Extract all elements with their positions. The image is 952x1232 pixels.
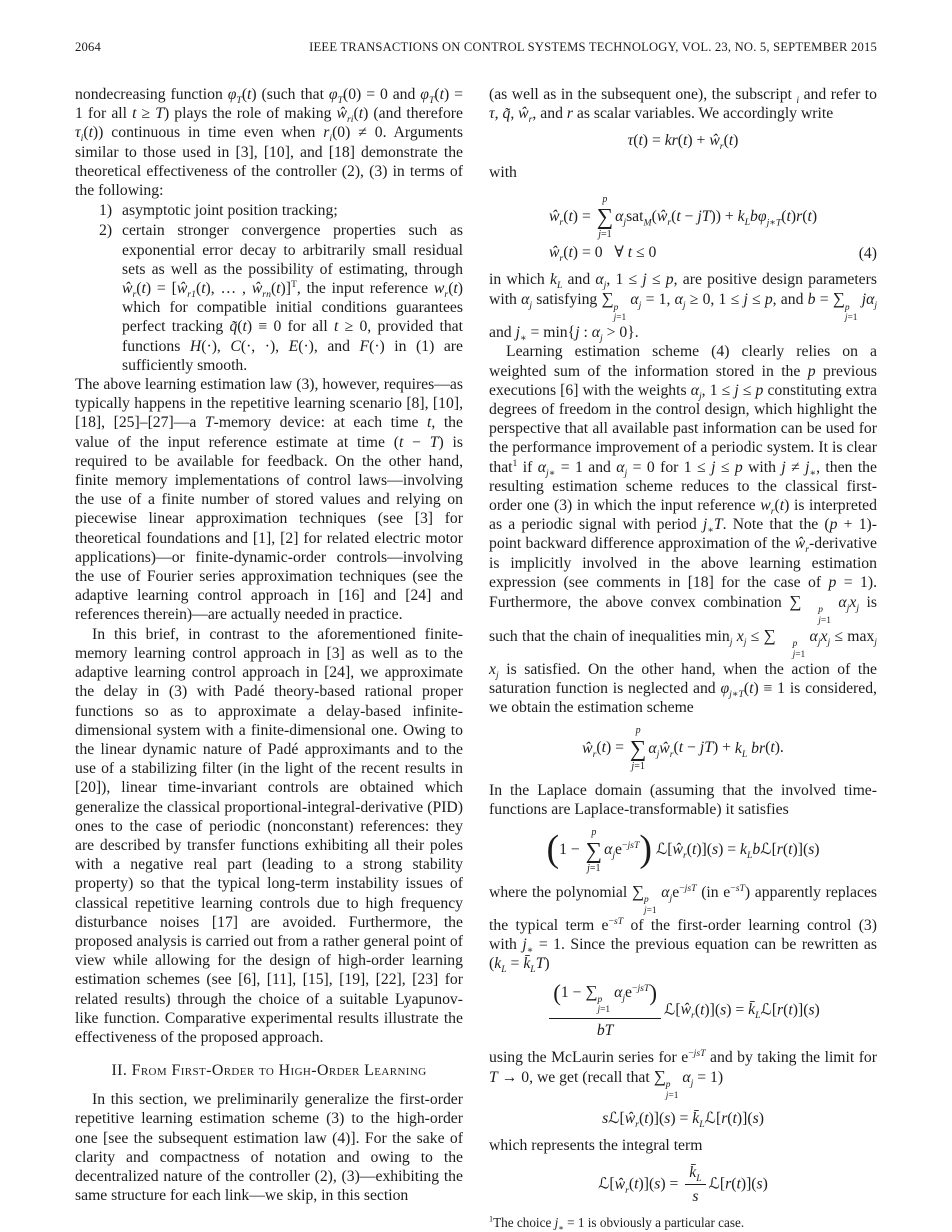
equation-4-line-1: $ŵ_r(t)$ = p ∑ j=1 $\alpha_jsat_M(ŵ_r(t - jT)) + k_Lb\varphi_{j∗T}(t)r(t)$ [548,193,818,241]
numbered-list [75,200,463,375]
section-heading: II. From First-Order to High-Order Learning [111,1062,427,1080]
paragraph-in-this-brief: In this brief, in contrast to the aforementioned finite-memory learning control approach in [3] as well as to the adaptive learning control approach in [24], we approximate the delay in (3) with Padé theory-based rational proper functions so as to approximate a delay-based infinite-dimensional system with a finite-dimensional one. Owing to the linear dynamic nature of Padé approximants and to the use of a stabilizing filter (in the light of the recent results in [20]), linear time-invariant controls are obtained which generalize the classical proportional-integral-derivative (PID) ones to the case of periodic (nonconstant) references: they are described by transfer functions exhibiting all their poles with a negative real part (leading to a strong stability property) so that the typical long-term instability issues of classical repetitive learning controls due to high frequency disturbance noises [17] are avoided. Furthermore, the proposed analysis is carried out from a rather general point of view while allowing for the design of high-order learning estimation schemes (see [6], [11], [15], [19], [22], [23] for related results) through the choice of a suitable Lyapunov-like function. Comparative experimental results illustrate the effectiveness of the proposed approach. [75,625,463,1046]
equation-fraction: (1 − ∑ p j=1 $\alpha_je^{-jsT}$) bT $ℒ[ŵ_r(t)](s)$ = $k̄_Lℒ[r(t)](s)$ [489,982,877,1040]
paragraph-learning-estimation-law: The above learning estimation law (3), however, requires—as typically happens in the repetitive learning scenario [8], [10], [18], [25]–[27]—a T-memory device: at each time t, the value of the input reference estimate at time (t − T) is required to be available for feedback. On the other hand, finite memory implementations of control laws—involving the use of a finite number of stored values and relying on piecewise linear approximation techniques (see [3] for theoretical foundations and [1], [2] for related electric motor applications)—or finite-dynamic-order controls—involving the use of Fourier series approximation techniques (see the adaptive learning control approach in [16] and [24] and references therein)—are actually needed in practice. [75,376,463,624]
equation-4 [489,192,877,264]
equation-4-line-2: $ŵ_r(t) = 0$ ∀ t ≤ 0 [548,243,657,265]
page-number: 2064 [75,40,101,54]
paragraph-subscript-note: (as well as in the subsequent one), the subscript $_i$ and refer to τ, q̃, $ŵ_r$, and r as scalar variables. We accordingly write [489,86,878,126]
two-column-layout [75,85,878,1232]
left-column [75,85,464,1205]
list-item-2 [75,221,463,375]
paragraph-polynomial: where the polynomial ∑ p j=1 $\alpha_je^{-jsT}$ (in $e^{-sT}$) apparently replaces the typical term $e^{-sT}$ of the first-order learning control (3) with $j_∗ = 1$. Since the previous equation can be rewritten as ($k_L$ = $k̄_LT$) [489,882,878,976]
equation-tau: $\tau(t) = kr(t) + ŵ_r(t)$ [627,132,739,153]
equation-4-number: (4) [858,244,877,262]
equation-integral: $ℒ[ŵ_r(t)](s)$ = $\frac{k̄_L}{s}$ ℒ[r(t)](s) [598,1164,768,1206]
list-item-2-text: certain stronger convergence properties such as exponential error decay to arbitrarily small residual sets as well as the possibility of estimating, through $ŵ_r(t)$ = [$ŵ_{r1}(t)$, … , $ŵ_{rn}(t)]^T$, the input reference $w_r(t)$ which for compatible initial conditions guarantees perfect tracking q̃(t) ≡ 0 for all t ≥ 0, provided that functions H(·), C(·, ·), E(·), and F(·) in (1) are sufficiently smooth. [122,222,464,374]
right-column [489,85,878,1232]
paragraph-learning-scheme: Learning estimation scheme (4) clearly relies on a weighted sum of the information stored in the p previous executions [6] with the weights $\alpha_j$, 1 ≤ j ≤ p constituting extra degrees of freedom in the control design, which highlight the perspective that all available past information can be used for the performance improvement of a periodic system. It is clear that$^1$ if $\alpha_{j∗} = 1$ and $\alpha_j = 0$ for 1 ≤ j ≤ p with $j \ne j_∗$, then the resulting estimation scheme reduces to the classical first-order one (3) in which the input reference $w_r(t)$ is interpreted as a periodic signal with period $j_∗T$. Note that the (p + 1)-point backward difference approximation of the $ŵ_r$-derivative is implicitly involved in the above learning estimation expression (see comments in [18] for the case of p = 1). Furthermore, the above convex combination ∑ p j=1 $\alpha_jx_j$ is such that the chain of inequalities $\min_j x_j$ ≤ ∑ p j=1 $\alpha_jx_j \le \max_j x_j$ is satisfied. On the other hand, when the action of the saturation function is neglected and $\varphi_{j∗T}(t) \equiv 1$ is considered, we obtain the estimation scheme [489,343,878,717]
footnote: $^1$The choice $j_∗ = 1$ is obviously a particular case. [489,1214,745,1232]
journal-title: IEEE TRANSACTIONS ON CONTROL SYSTEMS TECHNOLOGY, VOL. 23, NO. 5, SEPTEMBER 2015 [309,40,877,54]
paragraph-integral-term: which represents the integral term [489,1137,703,1155]
equation-4-lines [549,192,817,264]
paragraph-in-this-section: In this section, we preliminarily generalize the first-order repetitive learning estimation scheme (3) to the high-order one [see the subsequent estimation law (4)]. For the sake of clarity and compactness of notation and owing to the decentralized nature of the controller (2), (3)—exhibiting the same structure for each link—we skip, in this section [75,1091,463,1205]
paragraph-laplace-domain: In the Laplace domain (assuming that the involved time-functions are Laplace-transformable) it satisfies [489,781,877,818]
list-marker-2: 2) [99,222,113,240]
with-label: with [489,163,517,181]
page-header [75,40,877,55]
paragraph-design-parameters: in which $k_L$ and $\alpha_j$, 1 ≤ j ≤ p, are positive design parameters with $\alpha_j$ satisfying ∑ p j=1 $\alpha_j = 1$, $\alpha_j \ge 0$, 1 ≤ j ≤ p, and b = ∑ p j=1 $j\alpha_j$ and $j_∗ = \min\{j$ : $\alpha_j > 0$}. [489,271,878,345]
list-item-1-text: asymptotic joint position tracking; [122,202,338,220]
equation-estimation-scheme: $ŵ_r(t)$ = p ∑ j=1 $\alpha_jŵ_r(t - jT) + k_L$ br(t). [582,725,784,773]
paragraph-nondecreasing-function: nondecreasing function $\varphi_T(t)$ (such that $\varphi_T(0) = 0$ and $\varphi_T(t) = 1$ for all t ≥ T) plays the role of making $ŵ_{ri}(t)$ (and therefore $\tau_i(t)$) continuous in time even when $r_i(0) \ne 0$. Arguments similar to those used in [3], [10], and [18] demonstrate the theoretical effectiveness of the controller (2), (3) in terms of the following: [75,86,463,200]
paragraph-mclaurin: using the McLaurin series for $e^{-jsT}$ and by taking the limit for T → 0, we get (recall that ∑ p j=1 $\alpha_j = 1$) [489,1047,877,1101]
equation-laplace: (1 − p ∑ j=1 $\alpha_je^{-jsT}$) $ℒ[ŵ_r(t)](s)$ = $k_Lbℒ[r(t)](s)$ [546,827,820,874]
equation-s-domain: $sℒ[ŵ_r(t)](s)$ = $k̄_Lℒ[r(t)](s)$ [602,1109,764,1130]
list-marker-1: 1) [99,202,113,220]
list-item-1 [75,201,463,220]
